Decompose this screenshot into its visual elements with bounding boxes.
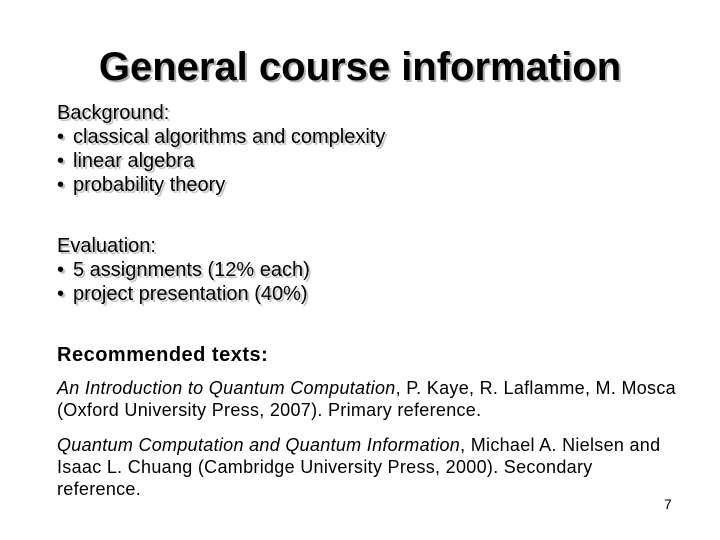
background-item-text: probability theory (73, 174, 226, 196)
bullet-icon: • (57, 174, 65, 196)
background-item-text: linear algebra (73, 150, 195, 172)
reference-details: , Michael A. Nielsen and Isaac L. Chuang (Cambridge University Press, 2000). Secondary reference. (57, 435, 661, 499)
reference-entry (57, 377, 687, 421)
recommended-heading: Recommended texts: (57, 344, 269, 366)
background-item-text: classical algorithms and complexity (73, 126, 386, 148)
evaluation-section (57, 234, 687, 306)
slide-title: General course information (98, 45, 622, 89)
background-section (57, 101, 687, 197)
reference-title: Quantum Computation and Quantum Information (57, 435, 461, 455)
bullet-icon: • (57, 259, 65, 281)
slide-content (57, 101, 687, 500)
background-item (57, 125, 687, 149)
bullet-icon: • (57, 283, 65, 305)
evaluation-heading: Evaluation: (57, 235, 156, 257)
bullet-icon: • (57, 150, 65, 172)
section-spacer (57, 306, 687, 343)
evaluation-item-text: project presentation (40%) (73, 283, 308, 305)
background-heading: Background: (57, 102, 170, 124)
page-number: 7 (664, 496, 672, 512)
reference-entry (57, 434, 672, 500)
section-spacer (57, 197, 687, 234)
reference-title: An Introduction to Quantum Computation (57, 378, 396, 398)
evaluation-item (57, 282, 687, 306)
evaluation-item-text: 5 assignments (12% each) (73, 259, 310, 281)
recommended-section (57, 343, 687, 500)
bullet-icon: • (57, 126, 65, 148)
background-item (57, 149, 687, 173)
reference-details: , P. Kaye, R. Laflamme, M. Mosca (Oxford University Press, 2007). Primary reference. (57, 378, 676, 420)
evaluation-item (57, 258, 687, 282)
background-item (57, 173, 687, 197)
